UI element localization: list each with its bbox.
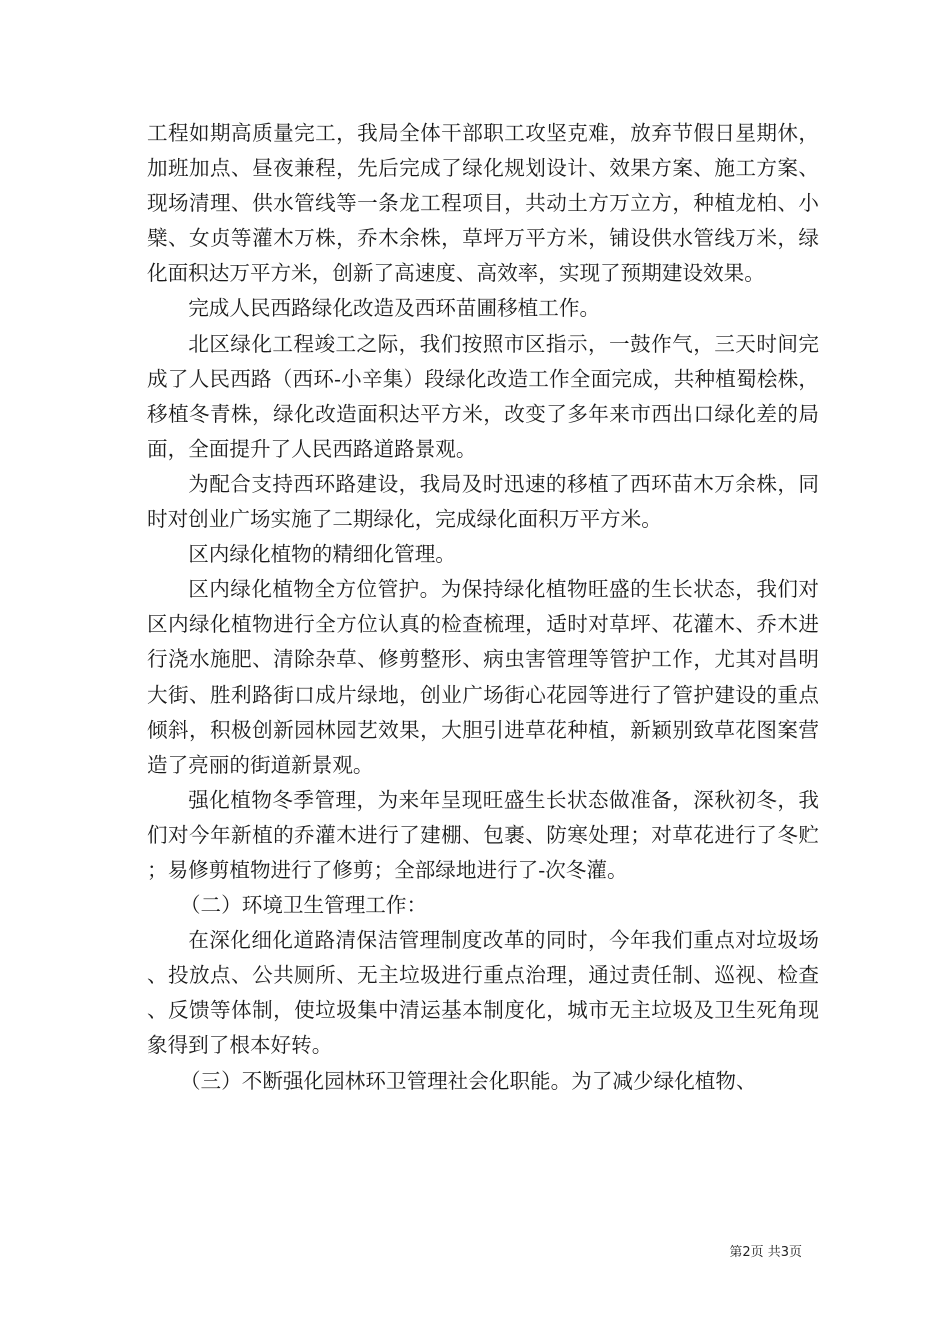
paragraph-north-district: 北区绿化工程竣工之际，我们按照市区指示，一鼓作气，三天时间完成了人民西路（西环-小辛集）段绿化改造工作全面完成，共种植蜀桧株，移植冬青株，绿化改造面积达平方米，改变了多年来市西出口绿化差的局面，全面提升了人民西路道路景观。 (147, 331, 819, 461)
paragraph-section-three: （三）不断强化园林环卫管理社会化职能。为了减少绿化植物、 (179, 1068, 757, 1093)
document-body (147, 116, 819, 1099)
paragraph-west-ring-road: 为配合支持西环路建设，我局及时迅速的移植了西环苗木万余株，同时对创业广场实施了二期绿化，完成绿化面积万平方米。 (147, 471, 819, 532)
paragraph-subheading-fine-management: 区内绿化植物的精细化管理。 (188, 542, 456, 567)
page-number-footer: 第2页 共3页 (729, 1245, 802, 1260)
paragraph-full-care: 区内绿化植物全方位管护。为保持绿化植物旺盛的生长状态，我们对区内绿化植物进行全方位认真的检查梳理，适时对草坪、花灌木、乔木进行浇水施肥、清除杂草、修剪整形、病虫害管理等管护工作，尤其对昌明大街、胜利路街口成片绿地，创业广场街心花园等进行了管护建设的重点倾斜，积极创新园林园艺效果，大胆引进草花种植，新颖别致草花图案营造了亮丽的街道新景观。 (147, 577, 819, 777)
paragraph-subheading-renmin-road: 完成人民西路绿化改造及西环苗圃移植工作。 (188, 296, 601, 321)
paragraph-continuation: 工程如期高质量完工，我局全体干部职工攻坚克难，放弃节假日星期休，加班加点、昼夜兼程，先后完成了绿化规划设计、效果方案、施工方案、现场清理、供水管线等一条龙工程项目，共动土方万立方，种植龙柏、小檗、女贞等灌木万株，乔木余株，草坪万平方米，铺设供水管线万米，绿化面积达万平方米，创新了高速度、高效率，实现了预期建设效果。 (147, 121, 819, 286)
paragraph-winter-management: 强化植物冬季管理，为来年呈现旺盛生长状态做准备，深秋初冬，我们对今年新植的乔灌木进行了建棚、包裹、防寒处理；对草花进行了冬贮；易修剪植物进行了修剪；全部绿地进行了-次冬灌。 (147, 787, 819, 882)
paragraph-sanitation: 在深化细化道路清保洁管理制度改革的同时，今年我们重点对垃圾场、投放点、公共厕所、无主垃圾进行重点治理，通过责任制、巡视、检查、反馈等体制，使垃圾集中清运基本制度化，城市无主垃圾及卫生死角现象得到了根本好转。 (147, 928, 819, 1058)
paragraph-section-two-heading: （二）环境卫生管理工作： (179, 893, 428, 918)
